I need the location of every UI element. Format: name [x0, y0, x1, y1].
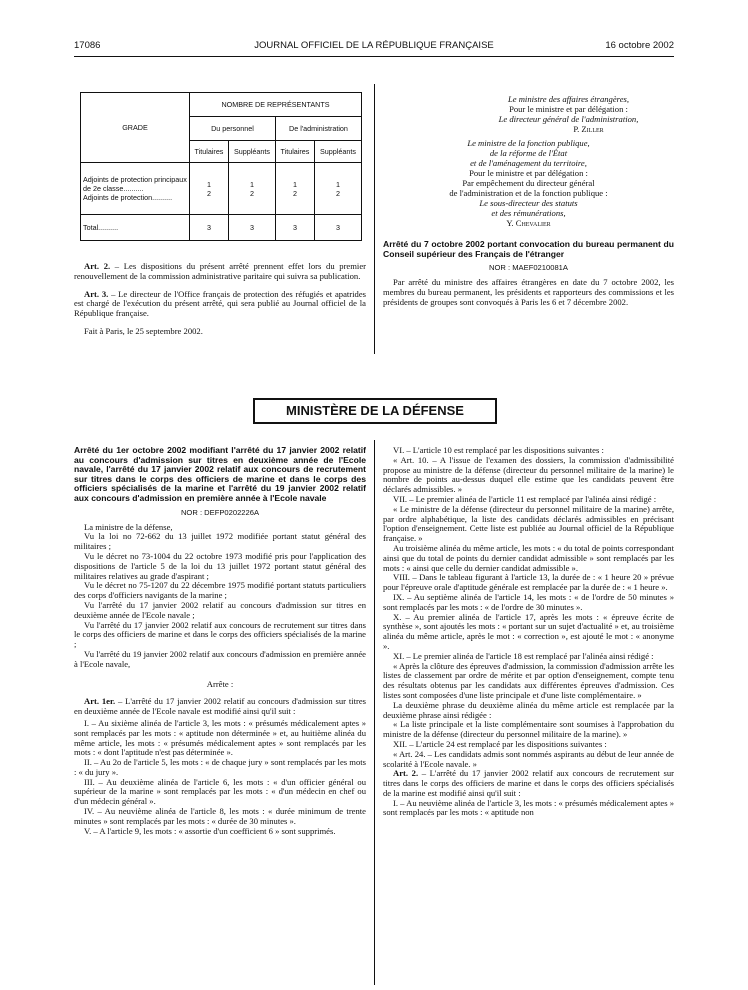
total-value: 3 [275, 215, 314, 241]
col-titulaires: Titulaires [190, 141, 229, 163]
representatives-table [80, 92, 362, 241]
signature-line: de la réforme de l'État [489, 148, 568, 158]
grade-name: Adjoints de protection.......... [83, 193, 173, 202]
article-item: « Le ministre de la défense (directeur du personnel militaire de la marine) arrête, par ordre alphabétique, la liste des candidats déclarés admissibles en précisant l'option d'enseignement. Cette liste est publiée au Journal officiel de la République française. » [383, 503, 674, 544]
article-item: I. – Au neuvième alinéa de l'article 3, les mots : « présumés médicalement aptes » sont remplacés par les mots : « aptitude non [383, 797, 674, 818]
visa-line: La ministre de la défense, [84, 521, 173, 532]
cell-value: 1 [292, 179, 297, 189]
cell-value: 1 [206, 179, 211, 189]
article-text: – L'arrêté du 17 janvier 2002 relatif au concours d'admission sur titres en deuxième année de l'Ecole navale est modifié ainsi qu'il suit : [74, 696, 367, 717]
article-item: VI. – L'article 10 est remplacé par les dispositions suivantes : [393, 445, 604, 455]
col-suppleants: Suppléants [314, 141, 361, 163]
signature-line: Le ministre de la fonction publique, [467, 138, 590, 148]
signature-name: Y. Chevalier [506, 218, 551, 228]
decree-title: Arrêté du 7 octobre 2002 portant convocation du bureau permanent du Conseil supérieur des Français de l'étranger [383, 239, 674, 259]
value-cell [190, 163, 229, 215]
right-bottom-text [383, 446, 674, 818]
article-item: « Art. 10. – A l'issue de l'examen des dossiers, la commission d'admissibilité propose au ministre de la défense (directeur du personnel militaire de la marine) le nombre de points au-dessus duquel elle estime que les candidats peuvent être déclarés admissibles. » [383, 454, 674, 495]
cell-value: 2 [249, 188, 254, 198]
article-item: X. – Au premier alinéa de l'article 17, après les mots : « épreuve écrite de synthèse », sont ajoutés les mots : « portant sur un sujet d'actualité » et, au troisième alinéa du même article, après le mot : « correction », est ajouté le mot : « anonyme ». [383, 611, 674, 651]
signature-block-1 [383, 94, 674, 134]
visa-line: Vu le décret no 73-1004 du 22 octobre 1973 modifié pris pour l'application des dispositions de l'article 5 de la loi du 13 juillet 1972 portant statut général des militaires relatives au grade d'aspirant ; [74, 550, 366, 581]
article-1 [74, 697, 366, 717]
ministry-heading: MINISTÈRE DE LA DÉFENSE [253, 398, 497, 424]
column-divider-bottom [374, 440, 375, 985]
signature-line: Le directeur général de l'administration, [498, 114, 639, 124]
signature-line: de l'administration et de la fonction publique : [449, 188, 608, 198]
col-titulaires: Titulaires [275, 141, 314, 163]
signature-name: P. Ziller [573, 124, 604, 134]
signature-line: Pour le ministre et par délégation : [509, 104, 628, 114]
cell-value: 2 [206, 188, 211, 198]
article-item: VII. – Le premier alinéa de l'article 11 est remplacé par l'alinéa ainsi rédigé : [393, 493, 657, 504]
signature-line: Pour le ministre et par délégation : [469, 168, 588, 178]
right-top-text [383, 94, 674, 308]
article-2 [74, 262, 366, 282]
page-header [74, 40, 674, 56]
visa-line: Vu la loi no 72-662 du 13 juillet 1972 modifiée portant statut général des militaires ; [74, 531, 366, 552]
visa-line: Vu le décret no 75-1207 du 22 décembre 1975 modifié portant statuts particuliers des corps d'officiers navigants de la marine ; [74, 580, 366, 601]
value-cell [275, 163, 314, 215]
signed-at: Fait à Paris, le 25 septembre 2002. [84, 325, 203, 336]
article-item: Au troisième alinéa du même article, les mots : « du total de points correspondant ainsi que du total de points du dernier candidat admissible » sont remplacés par les mots : « ainsi que celle du dernier candidat admissible ». [383, 542, 674, 573]
cell-value: 2 [292, 188, 297, 198]
article-text: – Le directeur de l'Office français de protection des réfugiés et apatrides est chargé de l'exécution du présent arrêté, qui sera publié au Journal officiel de la République française. [74, 288, 366, 319]
article-text: – L'arrêté du 17 janvier 2002 relatif aux concours de recrutement sur titres dans le corps des officiers de marine et dans le corps des officiers spécialisés de la marine est modifié ainsi qu'il suit : [383, 768, 675, 798]
grade-cell [81, 163, 190, 215]
article-item: XI. – Le premier alinéa de l'article 18 est remplacé par l'alinéa ainsi rédigé : [393, 650, 654, 661]
signature-line: et des rémunérations, [491, 208, 566, 218]
grade-name: Adjoints de protection principaux de 2e classe.......... [83, 175, 187, 193]
article-label: Art. 2. [393, 768, 419, 779]
value-cell [314, 163, 361, 215]
header-divider [74, 56, 674, 57]
sub-personnel: Du personnel [190, 117, 276, 141]
article-label: Art. 1er. [84, 696, 116, 707]
signature-block-2 [383, 138, 674, 228]
article-item: II. – Au 2o de l'article 5, les mots : « de chaque jury » sont remplacés par les mots : « du jury ». [74, 757, 366, 777]
cell-value: 1 [249, 179, 254, 189]
article-item: VIII. – Dans le tableau figurant à l'article 13, la durée de : « 1 heure 20 » prévue pour l'épreuve orale d'aptitude générale est remplacée par la durée de : « 1 heure ». [383, 572, 674, 593]
left-top-text [74, 262, 366, 337]
total-value: 3 [190, 215, 229, 241]
article-label: Art. 2. [84, 261, 111, 271]
article-item: La deuxième phrase du deuxième alinéa du même article est remplacée par la deuxième phrase ainsi rédigée : [383, 699, 674, 720]
article-item: I. – Au sixième alinéa de l'article 3, les mots : « présumés médicalement aptes » sont remplacés par les mots : « aptitude non déterminée » et, au huitième alinéa du même article, les mots : « présumés médicalement aptes » sont remplacés par les mots : « dont l'aptitude n'est pas déterminée ». [74, 717, 366, 758]
signature-line: Par empêchement du directeur général [462, 178, 595, 188]
article-3 [74, 290, 366, 319]
article-label: Art. 3. [84, 288, 109, 299]
signature-line: et de l'aménagement du territoire, [470, 158, 587, 168]
signature-line: Le sous-directeur des statuts [479, 198, 578, 208]
nor-reference: NOR : MAEF0210081A [489, 263, 568, 273]
cell-value: 1 [335, 179, 340, 189]
cell-value: 2 [335, 188, 340, 198]
column-divider-top [374, 84, 375, 354]
article-text: – Les dispositions du présent arrêté prennent effet lors du premier renouvellement de la commission administrative paritaire qui suivra sa publication. [74, 261, 366, 281]
article-item: « La liste principale et la liste complémentaire sont soumises à l'approbation du ministre de la défense (directeur du personnel militaire de la marine). » [383, 719, 674, 740]
left-bottom-text [74, 446, 366, 836]
col-grade: GRADE [81, 93, 190, 163]
nor-reference: NOR : DEFP0202226A [180, 507, 260, 517]
col-suppleants: Suppléants [228, 141, 275, 163]
article-item: V. – A l'article 9, les mots : « assortie d'un coefficient 6 » sont supprimés. [84, 825, 336, 836]
col-group: NOMBRE DE REPRÉSENTANTS [190, 93, 362, 117]
journal-title: JOURNAL OFFICIEL DE LA RÉPUBLIQUE FRANÇAISE [254, 40, 494, 51]
total-value: 3 [228, 215, 275, 241]
visa-line: Vu l'arrêté du 17 janvier 2002 relatif au concours d'admission sur titres en deuxième année de l'Ecole navale ; [74, 599, 366, 620]
article-2b [383, 769, 674, 798]
article-item: III. – Au deuxième alinéa de l'article 6, les mots : « d'un officier général ou supérieur de la marine » sont remplacés par les mots : « d'un médecin en chef ou d'un médecin général ». [74, 776, 366, 807]
signature-line: Le ministre des affaires étrangères, [507, 94, 630, 104]
article-item: IV. – Au neuvième alinéa de l'article 8, les mots : « durée minimum de trente minutes » sont remplacés par les mots : « durée de 30 minutes ». [74, 806, 366, 826]
total-value: 3 [314, 215, 361, 241]
article-item: IX. – Au septième alinéa de l'article 14, les mots : « de l'ordre de 50 minutes » sont remplacés par les mots : « de l'ordre de 30 minutes ». [383, 591, 674, 612]
decree-body: Par arrêté du ministre des affaires étrangères en date du 7 octobre 2002, les membres du bureau permanent, les présidents et rapporteurs des commissions et les présidents de groupes sont convoqués à Paris les 6 et 7 décembre 2002. [383, 277, 674, 307]
total-label: Total.......... [81, 215, 190, 241]
value-cell [228, 163, 275, 215]
issue-date: 16 octobre 2002 [605, 40, 674, 51]
arrete-heading: Arrête : [206, 678, 234, 689]
article-item: « Après la clôture des épreuves d'admission, la commission d'admission arrête les listes de classement par ordre de mérite et par option d'enseignement, compte tenu des résultats obtenus par les candidats aux différentes épreuves d'admission. Ces listes sont composées d'une liste principale et d'une liste complémentaire. » [383, 660, 674, 700]
decree-title: Arrêté du 1er octobre 2002 modifiant l'arrêté du 17 janvier 2002 relatif au concours d'admission sur titres en deuxième année de l'Ecole navale, l'arrêté du 17 janvier 2002 relatif aux concours de recrutement sur titres dans le corps des officiers de marine et dans le corps des officiers spécialisés de la marine et l'arrêté du 19 janvier 2002 relatif aux concours d'admission en première année à l'Ecole navale [74, 445, 366, 503]
visa-line: Vu l'arrêté du 17 janvier 2002 relatif aux concours de recrutement sur titres dans le corps des officiers de marine et dans le corps des officiers spécialisés de la marine ; [74, 619, 366, 650]
sub-admin: De l'administration [275, 117, 361, 141]
article-item: « Art. 24. – Les candidats admis sont nommés aspirants au début de leur année de scolarité à l'Ecole navale. » [383, 748, 674, 769]
page-number: 17086 [74, 40, 101, 51]
visa-line: Vu l'arrêté du 19 janvier 2002 relatif aux concours d'admission en première année à l'Ecole navale, [74, 648, 366, 669]
article-item: XII. – L'article 24 est remplacé par les dispositions suivantes : [393, 738, 607, 749]
